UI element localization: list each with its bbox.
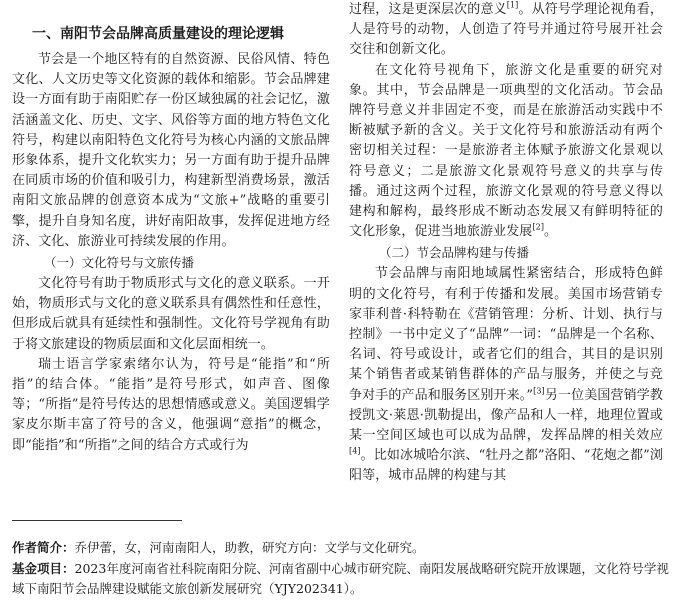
left-column	[12, 0, 330, 456]
continued-paragraph	[349, 0, 663, 61]
subsection-title-2: （二）节会品牌构建与传播	[379, 245, 530, 261]
fund-label: 基金项目：	[12, 560, 75, 576]
continued-text-rest: 。从符号学理论视角看，人是符号的动物，人创造了符号并通过符号展开社会交往和创新文化。	[349, 2, 663, 58]
continued-text: 过程，这是更深层次的意义	[349, 2, 507, 17]
intro-paragraph: 节会是一个地区特有的自然资源、民俗风情、特色文化、人文历史等文化资源的载体和缩影。节会品牌建设一方面有助于南阳贮存一份区域独属的社会记忆，激活涵盖文化、历史、文字、风俗等方面的地方特色文化符号，构建以南阳特色文化符号为核心内涵的文旅品牌形象体系，提升文化软实力；另一方面有助于提升品牌在同质市场的价值和吸引力，构建新型消费场景，激活南阳文旅品牌的创意资本成为“文旅+”战略的重要引擎，提升自身知名度，讲好南阳故事，发挥促进地方经济、文化、旅游业可持续发展的作用。	[12, 52, 330, 249]
author-text: 乔伊蕾，女，河南南阳人，助教，研究方向：文学与文化研究。	[74, 540, 425, 555]
subsection-title-1: （一）文化符号与文旅传播	[44, 255, 195, 271]
brand-text-end: 。比如冰城哈尔滨、“牡丹之都”洛阳、“花炮之都”浏阳等，城市品牌的构建与其	[349, 448, 663, 484]
author-label: 作者简介：	[12, 540, 75, 555]
citation-2[interactable]: [2]	[532, 222, 545, 232]
citation-4[interactable]: [4]	[349, 446, 361, 456]
author-note	[12, 538, 680, 559]
section-title: 一、南阳节会品牌高质量建设的理论逻辑	[32, 26, 284, 42]
brand-paragraph	[349, 264, 663, 486]
citation-3[interactable]: [3]	[533, 386, 545, 396]
fund-text: 2023年度河南省社科院南阳分院、河南省副中心城市研究院、南阳发展战略研究院开放课题，文化符号学视域下南阳节会品牌建设赋能文旅创新发展研究（YJY202341）。	[12, 560, 669, 596]
tourism-end: 。	[544, 224, 558, 240]
footnotes	[12, 538, 680, 600]
tourism-culture-paragraph	[349, 61, 663, 243]
right-column	[349, 0, 663, 487]
tourism-text: 在文化符号视角下，旅游文化是重要的研究对象。其中，节会品牌是一项典型的文化活动。节会品牌符号意义并非固定不变，而是在旅游活动实践中不断被赋予新的含义。关于文化符号和旅游活动有两个密切相关过程：一是旅游者主体赋予旅游文化景观以符号意义；二是旅游文化景观符号意义的共享与传播。通过这两个过程，旅游文化景观的符号意义得以建构和解构，最终形成不断动态发展又有鲜明特征的文化形象，促进当地旅游业发展	[349, 62, 663, 240]
footnote-divider	[12, 520, 182, 521]
cultural-symbol-paragraph: 文化符号有助于物质形式与文化的意义联系。一开始，物质形式与文化的意义联系具有偶然性和任意性，但形成后就具有延续性和强制性。文化符号学视角有助于将文旅建设的物质层面和文化层面相统一。	[12, 276, 330, 352]
brand-text: 节会品牌与南阳地域属性紧密结合，形成特色鲜明的文化符号，有利于传播和发展。美国市场营销专家菲利普·科特勒在《营销管理：分析、计划、执行与控制》一书中定义了“品牌”一词：“品牌是一个名称、名词、符号或设计，或者它们的组合，其目的是识别某个销售者或某销售群体的产品与服务，并使之与竞争对手的产品和服务区别开来。”	[349, 266, 663, 403]
citation-1[interactable]: [1]	[506, 0, 519, 10]
saussure-paragraph: 瑞士语言学家索绪尔认为，符号是“能指”和“所指”的结合体。“能指”是符号形式，如声音、图像等；“所指”是符号传达的思想情感或意义。美国逻辑学家皮尔斯丰富了符号的含义，他强调“意指”的概念，即“能指”和“所指”之间的结合方式或行为	[12, 356, 330, 453]
fund-note	[12, 559, 680, 600]
brand-text-rest: 另一位美国营销学教授凯文·莱恩·凯勒提出，像产品和人一样，地理位置或某一空间区域也可以成为品牌，发挥品牌的相关效应	[349, 387, 663, 444]
